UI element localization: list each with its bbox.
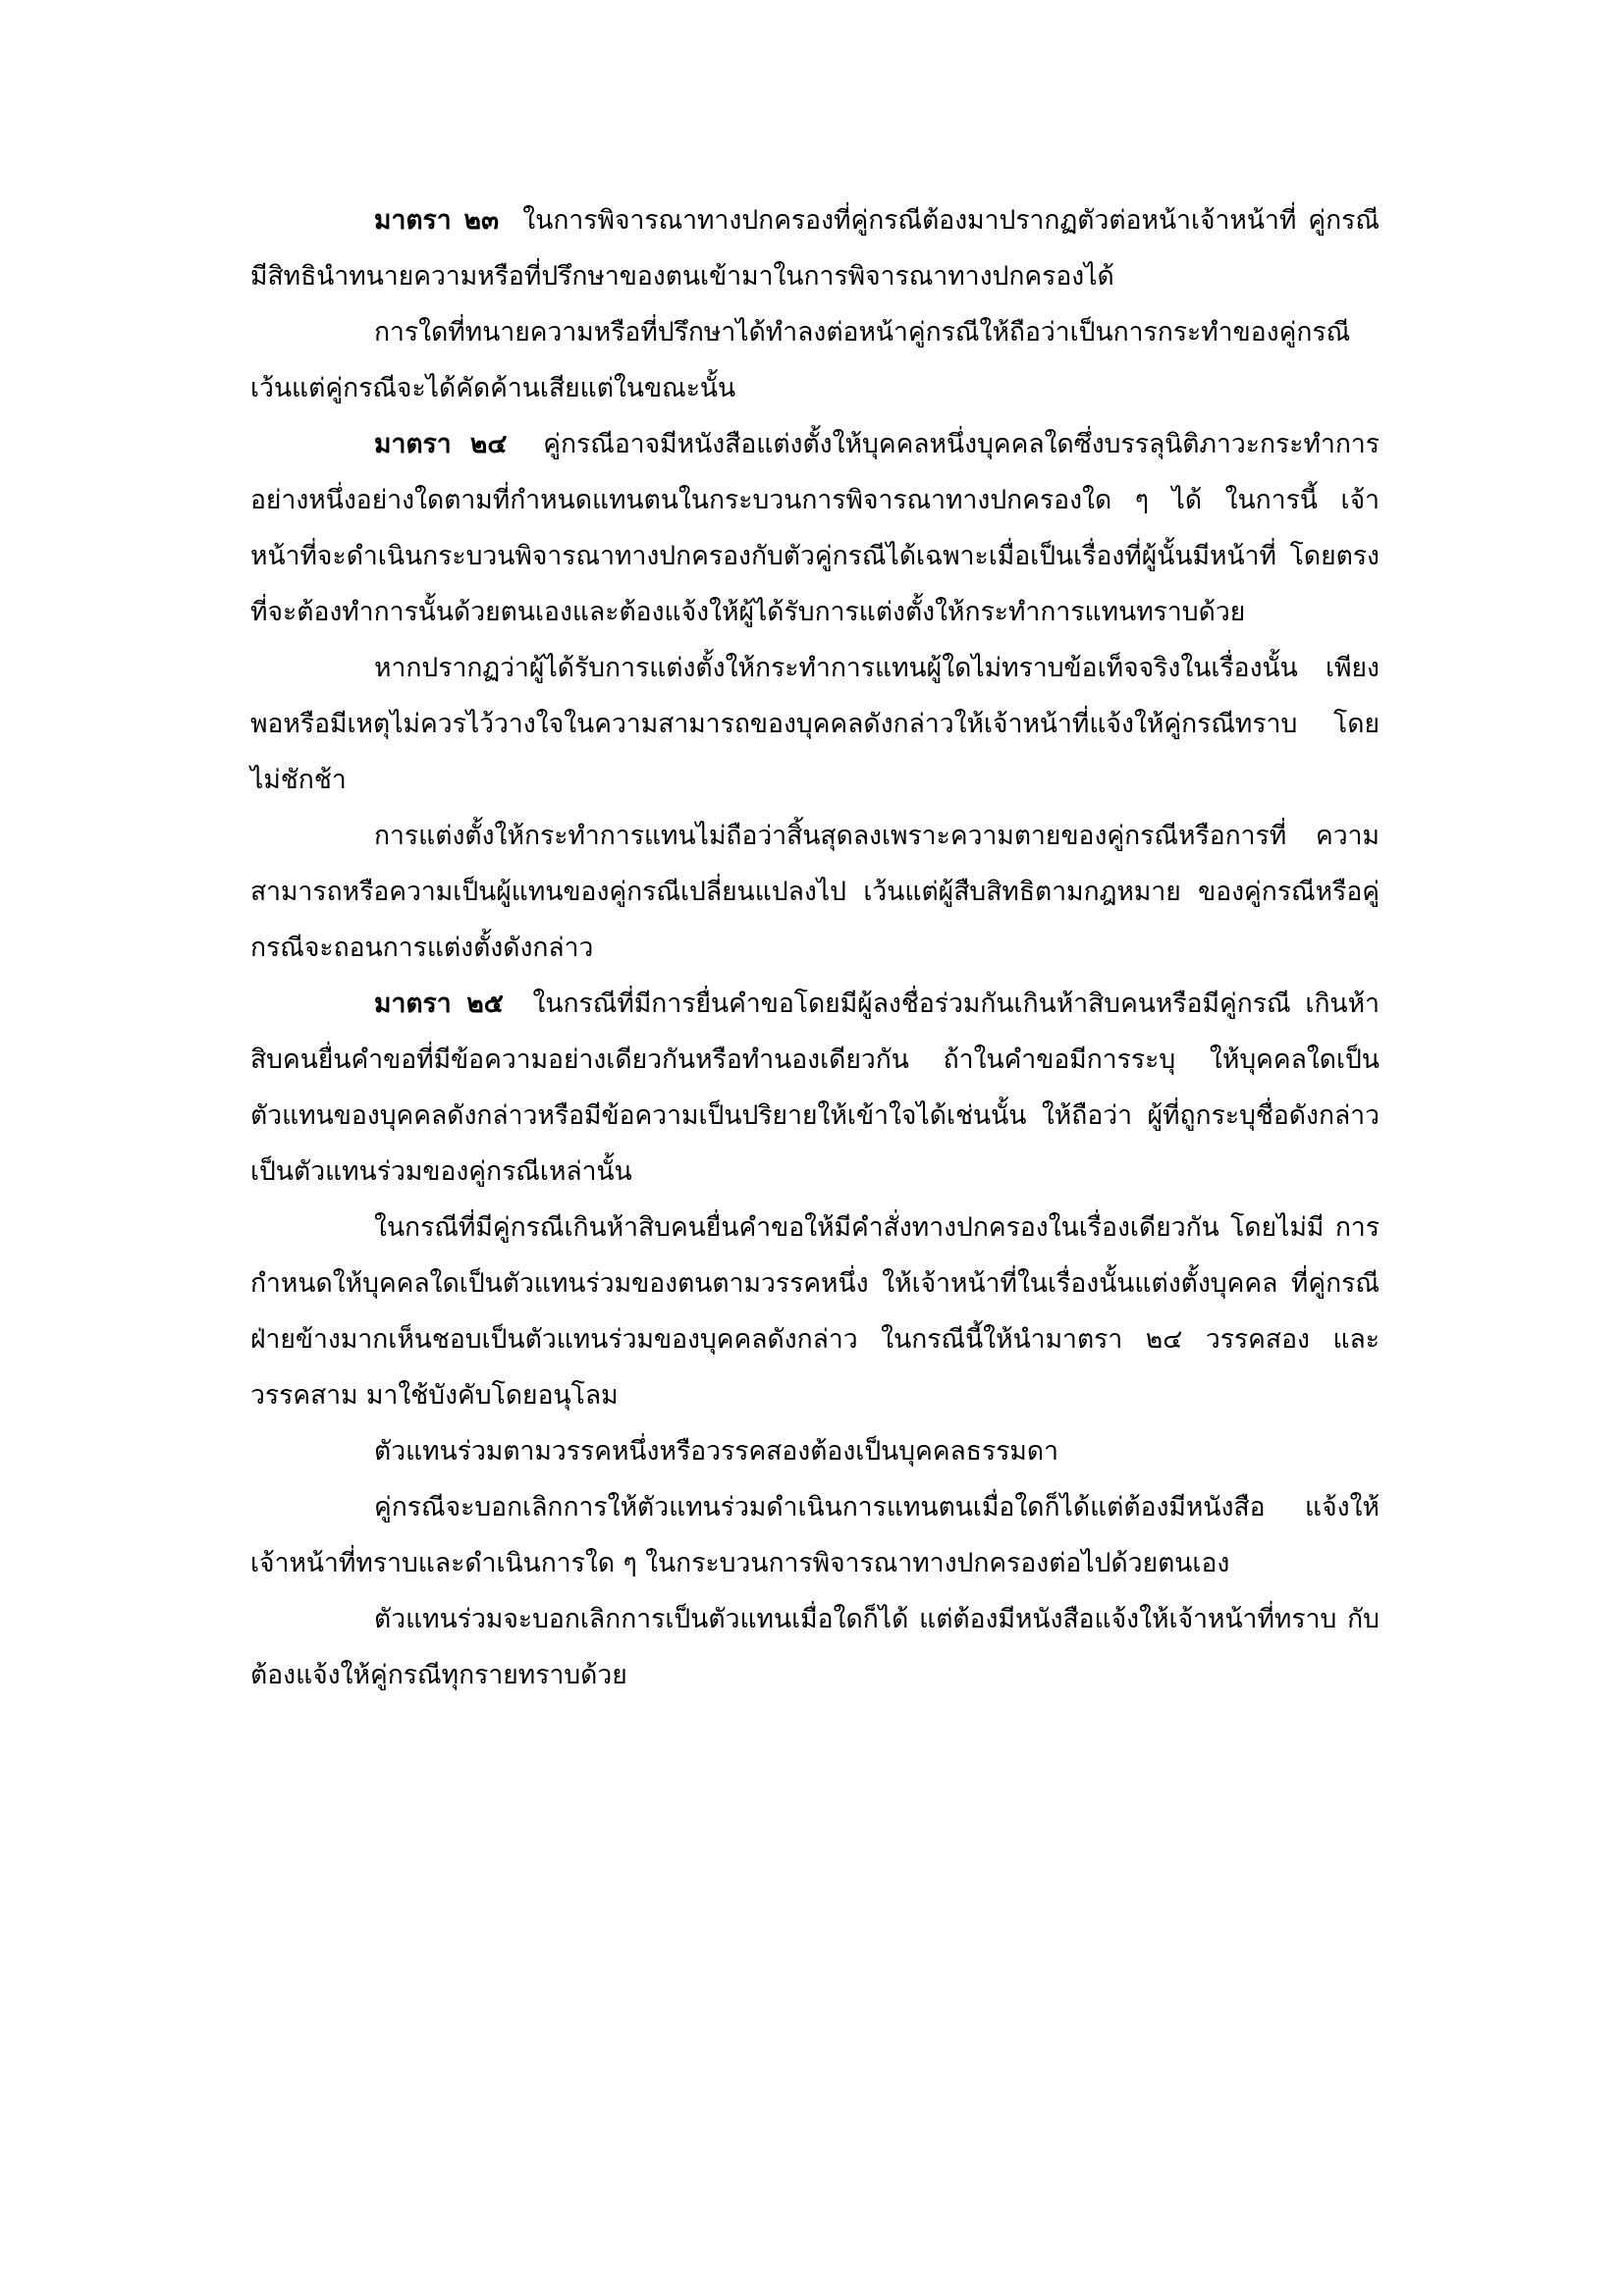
- paragraph-text: คู่กรณีอาจมีหนังสือแต่งตั้งให้บุคคลหนึ่งบุคคลใดซึ่งบรรลุนิติภาวะกระทำการ อย่างหนึ่งอย่างใดตามที่กำหนดแทนตนในกระบวนการพิจารณาทางปกครองใด ๆ ได้ ในการนี้ เจ้าหน้าที่จะดำเนินกระบวนพิจารณาทางปกครองกับตัวคู่กรณีได้เฉพาะเมื่อเป็นเรื่องที่ผู้นั้นมีหน้าที่ โดยตรงที่จะต้องทำการนั้นด้วยตนเองและต้องแจ้งให้ผู้ได้รับการแต่งตั้งให้กระทำการแทนทราบด้วย: [250, 429, 1380, 627]
- paragraph-text: ในการพิจารณาทางปกครองที่คู่กรณีต้องมาปรากฏตัวต่อหน้าเจ้าหน้าที่ คู่กรณีมีสิทธินำทนายความหรือที่ปรึกษาของตนเข้ามาในการพิจารณาทางปกครองได้: [250, 205, 1380, 292]
- paragraph-section-25-2: [250, 1200, 1380, 1423]
- paragraph-text: ในกรณีที่มีคู่กรณีเกินห้าสิบคนยื่นคำขอให้มีคำสั่งทางปกครองในเรื่องเดียวกัน โดยไม่มี การกำหนดให้บุคคลใดเป็นตัวแทนร่วมของตนตามวรรคหนึ่ง ให้เจ้าหน้าที่ในเรื่องนั้นแต่งตั้งบุคคล ที่คู่กรณีฝ่ายข้างมากเห็นชอบเป็นตัวแทนร่วมของบุคคลดังกล่าว ในกรณีนี้ให้นำมาตรา ๒๔ วรรคสอง และวรรคสาม มาใช้บังคับโดยอนุโลม: [250, 1212, 1380, 1411]
- paragraph-text: การแต่งตั้งให้กระทำการแทนไม่ถือว่าสิ้นสุดลงเพราะความตายของคู่กรณีหรือการที่ ความสามารถหรือความเป็นผู้แทนของคู่กรณีเปลี่ยนแปลงไป เว้นแต่ผู้สืบสิทธิตามกฎหมาย ของคู่กรณีหรือคู่กรณีจะถอนการแต่งตั้งดังกล่าว: [250, 821, 1380, 963]
- paragraph-section-24: [250, 416, 1380, 640]
- paragraph-text: ในกรณีที่มีการยื่นคำขอโดยมีผู้ลงชื่อร่วมกันเกินห้าสิบคนหรือมีคู่กรณี เกินห้าสิบคนยื่นคำขอที่มีข้อความอย่างเดียวกันหรือทำนองเดียวกัน ถ้าในคำขอมีการระบุ ให้บุคคลใดเป็นตัวแทนของบุคคลดังกล่าวหรือมีข้อความเป็นปริยายให้เข้าใจได้เช่นนั้น ให้ถือว่า ผู้ที่ถูกระบุชื่อดังกล่าวเป็นตัวแทนร่วมของคู่กรณีเหล่านั้น: [250, 988, 1380, 1187]
- paragraph-text: ตัวแทนร่วมตามวรรคหนึ่งหรือวรรคสองต้องเป็นบุคคลธรรมดา: [374, 1436, 1058, 1467]
- paragraph-text: ตัวแทนร่วมจะบอกเลิกการเป็นตัวแทนเมื่อใดก็ได้ แต่ต้องมีหนังสือแจ้งให้เจ้าหน้าที่ทราบ กับต้องแจ้งให้คู่กรณีทุกรายทราบด้วย: [250, 1604, 1380, 1690]
- paragraph-section-24-2: [250, 640, 1380, 808]
- document-body: [250, 192, 1380, 1703]
- paragraph-section-25-5: [250, 1591, 1380, 1703]
- paragraph-text: คู่กรณีจะบอกเลิกการให้ตัวแทนร่วมดำเนินการแทนตนเมื่อใดก็ได้แต่ต้องมีหนังสือ แจ้งให้เจ้าหน้าที่ทราบและดำเนินการใด ๆ ในกระบวนการพิจารณาทางปกครองต่อไปด้วยตนเอง: [250, 1492, 1380, 1578]
- paragraph-section-25-4: [250, 1479, 1380, 1591]
- paragraph-section-25-3: [250, 1423, 1380, 1479]
- paragraph-section-24-3: [250, 808, 1380, 976]
- paragraph-section-25: [250, 976, 1380, 1200]
- paragraph-section-23: [250, 192, 1380, 304]
- section-label: มาตรา ๒๓: [374, 205, 500, 236]
- paragraph-text: หากปรากฏว่าผู้ได้รับการแต่งตั้งให้กระทำการแทนผู้ใดไม่ทราบข้อเท็จจริงในเรื่องนั้น เพียงพอหรือมีเหตุไม่ควรไว้วางใจในความสามารถของบุคคลดังกล่าวให้เจ้าหน้าที่แจ้งให้คู่กรณีทราบ โดยไม่ชักช้า: [250, 653, 1380, 795]
- paragraph-text: การใดที่ทนายความหรือที่ปรึกษาได้ทำลงต่อหน้าคู่กรณีให้ถือว่าเป็นการกระทำของคู่กรณี เว้นแต่คู่กรณีจะได้คัดค้านเสียแต่ในขณะนั้น: [250, 317, 1351, 403]
- paragraph-section-23-2: [250, 304, 1380, 416]
- section-label: มาตรา ๒๕: [374, 988, 504, 1019]
- section-label: มาตรา ๒๔: [374, 429, 508, 459]
